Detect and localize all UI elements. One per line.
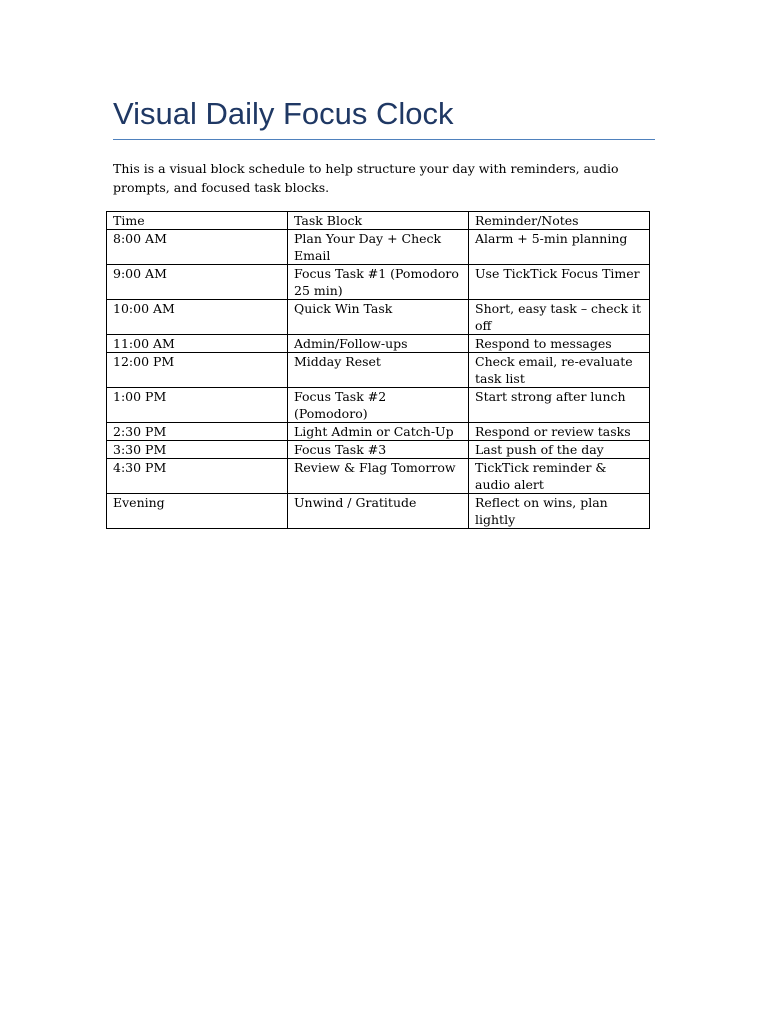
task-cell: Plan Your Day + Check Email	[288, 230, 469, 265]
notes-cell: TickTick reminder & audio alert	[469, 459, 650, 494]
time-cell: 1:00 PM	[107, 388, 288, 423]
task-cell: Light Admin or Catch-Up	[288, 423, 469, 441]
task-cell: Admin/Follow-ups	[288, 335, 469, 353]
notes-cell: Check email, re-evaluate task list	[469, 353, 650, 388]
document-title: Visual Daily Focus Clock	[113, 96, 454, 131]
time-cell: 9:00 AM	[107, 265, 288, 300]
title-underline	[113, 139, 655, 140]
task-cell: Midday Reset	[288, 353, 469, 388]
table-row	[107, 441, 650, 459]
notes-cell: Reflect on wins, plan lightly	[469, 494, 650, 529]
header-task-block: Task Block	[288, 212, 469, 230]
task-cell: Review & Flag Tomorrow	[288, 459, 469, 494]
task-cell: Focus Task #1 (Pomodoro 25 min)	[288, 265, 469, 300]
task-cell: Focus Task #2 (Pomodoro)	[288, 388, 469, 423]
table-row	[107, 300, 650, 335]
schedule-table	[106, 211, 650, 529]
time-cell: 12:00 PM	[107, 353, 288, 388]
time-cell: 2:30 PM	[107, 423, 288, 441]
table-row	[107, 353, 650, 388]
task-cell: Quick Win Task	[288, 300, 469, 335]
header-reminder-notes: Reminder/Notes	[469, 212, 650, 230]
time-cell: 10:00 AM	[107, 300, 288, 335]
time-cell: 3:30 PM	[107, 441, 288, 459]
time-cell: 8:00 AM	[107, 230, 288, 265]
notes-cell: Short, easy task – check it off	[469, 300, 650, 335]
time-cell: Evening	[107, 494, 288, 529]
header-time: Time	[107, 212, 288, 230]
time-cell: 4:30 PM	[107, 459, 288, 494]
notes-cell: Respond to messages	[469, 335, 650, 353]
table-row	[107, 423, 650, 441]
notes-cell: Alarm + 5-min planning	[469, 230, 650, 265]
notes-cell: Start strong after lunch	[469, 388, 650, 423]
notes-cell: Last push of the day	[469, 441, 650, 459]
notes-cell: Respond or review tasks	[469, 423, 650, 441]
table-row	[107, 230, 650, 265]
notes-cell: Use TickTick Focus Timer	[469, 265, 650, 300]
table-row	[107, 494, 650, 529]
task-cell: Unwind / Gratitude	[288, 494, 469, 529]
table-row	[107, 265, 650, 300]
time-cell: 11:00 AM	[107, 335, 288, 353]
table-row	[107, 388, 650, 423]
table-row	[107, 459, 650, 494]
table-row	[107, 335, 650, 353]
table-header-row	[107, 212, 650, 230]
intro-paragraph: This is a visual block schedule to help structure your day with reminders, audio prompts, and focused task blocks.	[113, 161, 619, 195]
task-cell: Focus Task #3	[288, 441, 469, 459]
